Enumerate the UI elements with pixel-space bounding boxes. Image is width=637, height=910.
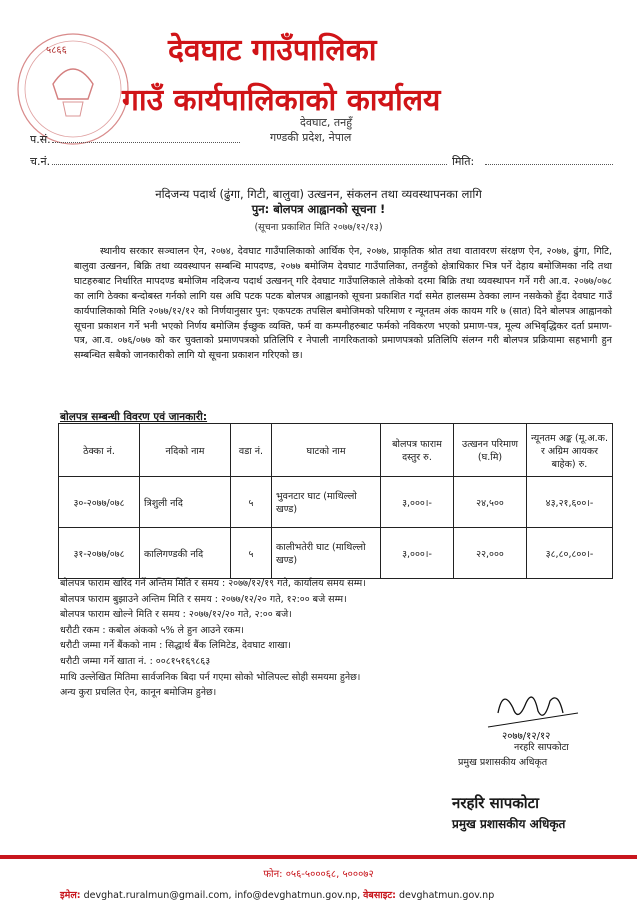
- contact-line: [60, 888, 494, 901]
- cell-contract: ३०-२०७७/०७८: [59, 477, 140, 528]
- notice-subtitle: पुन: बोलपत्र आह्वानको सूचना !: [251, 202, 386, 216]
- term-line: बोलपत्र फाराम बुझाउने अन्तिम मिति र समय : २०७७/१२/२० गते, १२:०० बजे सम्म।: [60, 593, 347, 605]
- cell-fee: ३,०००।-: [381, 477, 454, 528]
- notice-publish-date: (सूचना प्रकाशित मिति २०७७/१२/१३): [254, 222, 383, 233]
- col-header-quantity: उत्खनन परिमाण (घ.मि): [454, 424, 527, 477]
- col-header-ward: वडा नं.: [231, 424, 272, 477]
- col-header-river: नदिको नाम: [140, 424, 231, 477]
- footer-divider: [0, 855, 637, 859]
- signatory-name: नरहरि सापकोटा: [514, 742, 569, 753]
- cell-ghat: भुवनटार घाट (माथिल्लो खण्ड): [272, 477, 381, 528]
- cn-dotted-line: [52, 164, 447, 165]
- phone-number: फोन: ०५६-५०००६८, ५०००७२: [263, 869, 374, 880]
- date-dotted-line: [485, 164, 613, 165]
- table-heading: बोलपत्र सम्बन्धी विवरण एवं जानकारी:: [60, 411, 208, 423]
- website-value[interactable]: devghatmun.gov.np: [399, 890, 495, 901]
- table-row: [59, 528, 613, 579]
- cell-ghat: कालीभतेरी घाट (माथिल्लो खण्ड): [272, 528, 381, 579]
- tender-terms: [60, 576, 366, 701]
- cell-contract: ३१-२०७७/०७८: [59, 528, 140, 579]
- term-line: धरौटी जम्मा गर्ने खाता नं. : ००८१५१६९८६३: [60, 655, 211, 667]
- term-line: अन्य कुरा प्रचलित ऐन, कानून बमोजिम हुनेछ।: [60, 687, 217, 699]
- ps-dotted-line: [52, 142, 240, 143]
- cell-fee: ३,०००।-: [381, 528, 454, 579]
- notice-title: नदिजन्य पदार्थ (ढुंगा, गिटी, बालुवा) उत्खनन, संकलन तथा व्यवस्थापनका लागि: [155, 187, 482, 201]
- col-header-ghat: घाटको नाम: [272, 424, 381, 477]
- cell-river: कालिगण्डकी नदि: [140, 528, 231, 579]
- office-title-line-1: देवघाट गाउँपालिका: [168, 33, 377, 68]
- signatory-designation: प्रमुख प्रशासकीय अधिकृत: [458, 757, 548, 768]
- cn-label: च.नं.: [30, 155, 51, 168]
- col-header-minimum: न्यूनतम अङ्क (मू.अ.क. र अग्रिम आयकर बाहेक) रु.: [527, 424, 613, 477]
- reference-number: ५८६६: [46, 45, 67, 56]
- address-line-1: देवघाट, तनहुँ: [300, 116, 353, 129]
- email-label: इमेल:: [60, 890, 81, 901]
- address-line-2: गण्डकी प्रदेश, नेपाल: [270, 131, 352, 144]
- website-label: वेबसाइट:: [363, 890, 396, 901]
- col-header-contract: ठेक्का नं.: [59, 424, 140, 477]
- col-header-fee: बोलपत्र फाराम दस्तुर रु.: [381, 424, 454, 477]
- cell-ward: ५: [231, 477, 272, 528]
- cell-minimum: ४३,२१,६००।-: [527, 477, 613, 528]
- handwritten-signature: [478, 683, 588, 743]
- government-seal-emblem: [8, 24, 138, 154]
- cell-river: त्रिशुली नदि: [140, 477, 231, 528]
- table-row: [59, 477, 613, 528]
- ps-label: प.सं.: [30, 133, 51, 146]
- email-value[interactable]: devghat.ruralmun@gmail.com, info@devghatmun.gov.np,: [83, 890, 361, 901]
- stamp-designation: प्रमुख प्रशासकीय अधिकृत: [452, 817, 566, 831]
- term-line: बोलपत्र फाराम खरिद गर्ने अन्तिम मिति र समय : २०७७/१२/१९ गते, कार्यालय समय सम्म।: [60, 578, 366, 589]
- term-line: धरौटी रकम : कबोल अंकको ५% ले हुन आउने रकम।: [60, 624, 244, 636]
- cell-quantity: २२,०००: [454, 528, 527, 579]
- stamp-name: नरहरि सापकोटा: [452, 794, 540, 812]
- term-line: धरौटी जम्मा गर्ने बैंकको नाम : सिद्धार्थ बैंक लिमिटेड, देवघाट शाखा।: [60, 640, 291, 652]
- date-label: मिति:: [452, 155, 475, 168]
- cell-minimum: ३८,८०,८००।-: [527, 528, 613, 579]
- term-line: माथि उल्लेखित मितिमा सार्वजनिक बिदा पर्न गएमा सोको भोलिपल्ट सोही समयमा हुनेछ।: [60, 671, 361, 683]
- office-title-line-2: गाउँ कार्यपालिकाको कार्यालय: [122, 83, 441, 118]
- cell-ward: ५: [231, 528, 272, 579]
- notice-body: स्थानीय सरकार सञ्चालन ऐन, २०७४, देवघाट गाउँपालिकाको आर्थिक ऐन, २०७७, प्राकृतिक श्रोत तथा वातावरण संरक्षण ऐन, २०७७, ढुंगा, गिटि, बालुवा उत्खनन, बिक्रि तथा व्यवस्थापन सम्बन्धि मापदण्ड, २०७७ बमोजिम देवघाट गाउँपालिका, तनहुँको क्षेत्राधिकार भित्र पर्ने देहाय बमोजिमका नदि तथा घाटहरुबाट निर्धारित मापदण्ड बमोजिम नदिजन्य पदार्थ उत्खनन् गरि देवघाट गाउँपालिकाले तोकेको दरमा बिक्रि तथा व्यवस्थापन गर्ने गरी आ.व. २०७७/०७८ का लागि ठेक्का बन्दोबस्त गर्नको लागि यस अघि पटक पटक बोलपत्र आह्वानको सूचना प्रकाशित गर्दा समेत हालसम्म ठेक्का लाग्न नसकेको हुँदा देवघाट गाउँ कार्यपालिकाको मिति २०७७/१२/१२ को निर्णयानुसार पुन: एकपटक तपसिल बमोजिमको परिमाण र न्यूनतम अंक कायम गरि ७ (सात) दिने बोलपत्र आह्वानको सूचना प्रकाशन गर्ने भनी भएको निर्णय बमोजिम ईच्छुक व्यक्ति, फर्म वा कम्पनीहरुबाट फर्मको नविकरण भएको प्रमाण-पत्र, मूल्य अभिबृद्धिकर दर्ता प्रमाण-पत्र, आ.व. ०७६/०७७ को कर चुक्ताको प्रमाणपत्रको प्रतिलिपि र नेपाली नागरिकताको प्रमाणपत्रको प्रतिलिपि संलग्न गरी बोलपत्र प्रक्रियामा सहभागी हुन सम्बन्धित सबैको जानकारीको लागि यो सूचना प्रकाशन गरिएको छ।: [74, 246, 612, 362]
- cell-quantity: २४,५००: [454, 477, 527, 528]
- signature-date: २०७७/१२/१२: [502, 731, 551, 742]
- term-line: बोलपत्र फाराम खोल्ने मिति र समय : २०७७/१२/२० गते, २:०० बजे।: [60, 609, 292, 621]
- tender-table: [58, 423, 613, 579]
- table-header-row: [59, 424, 613, 477]
